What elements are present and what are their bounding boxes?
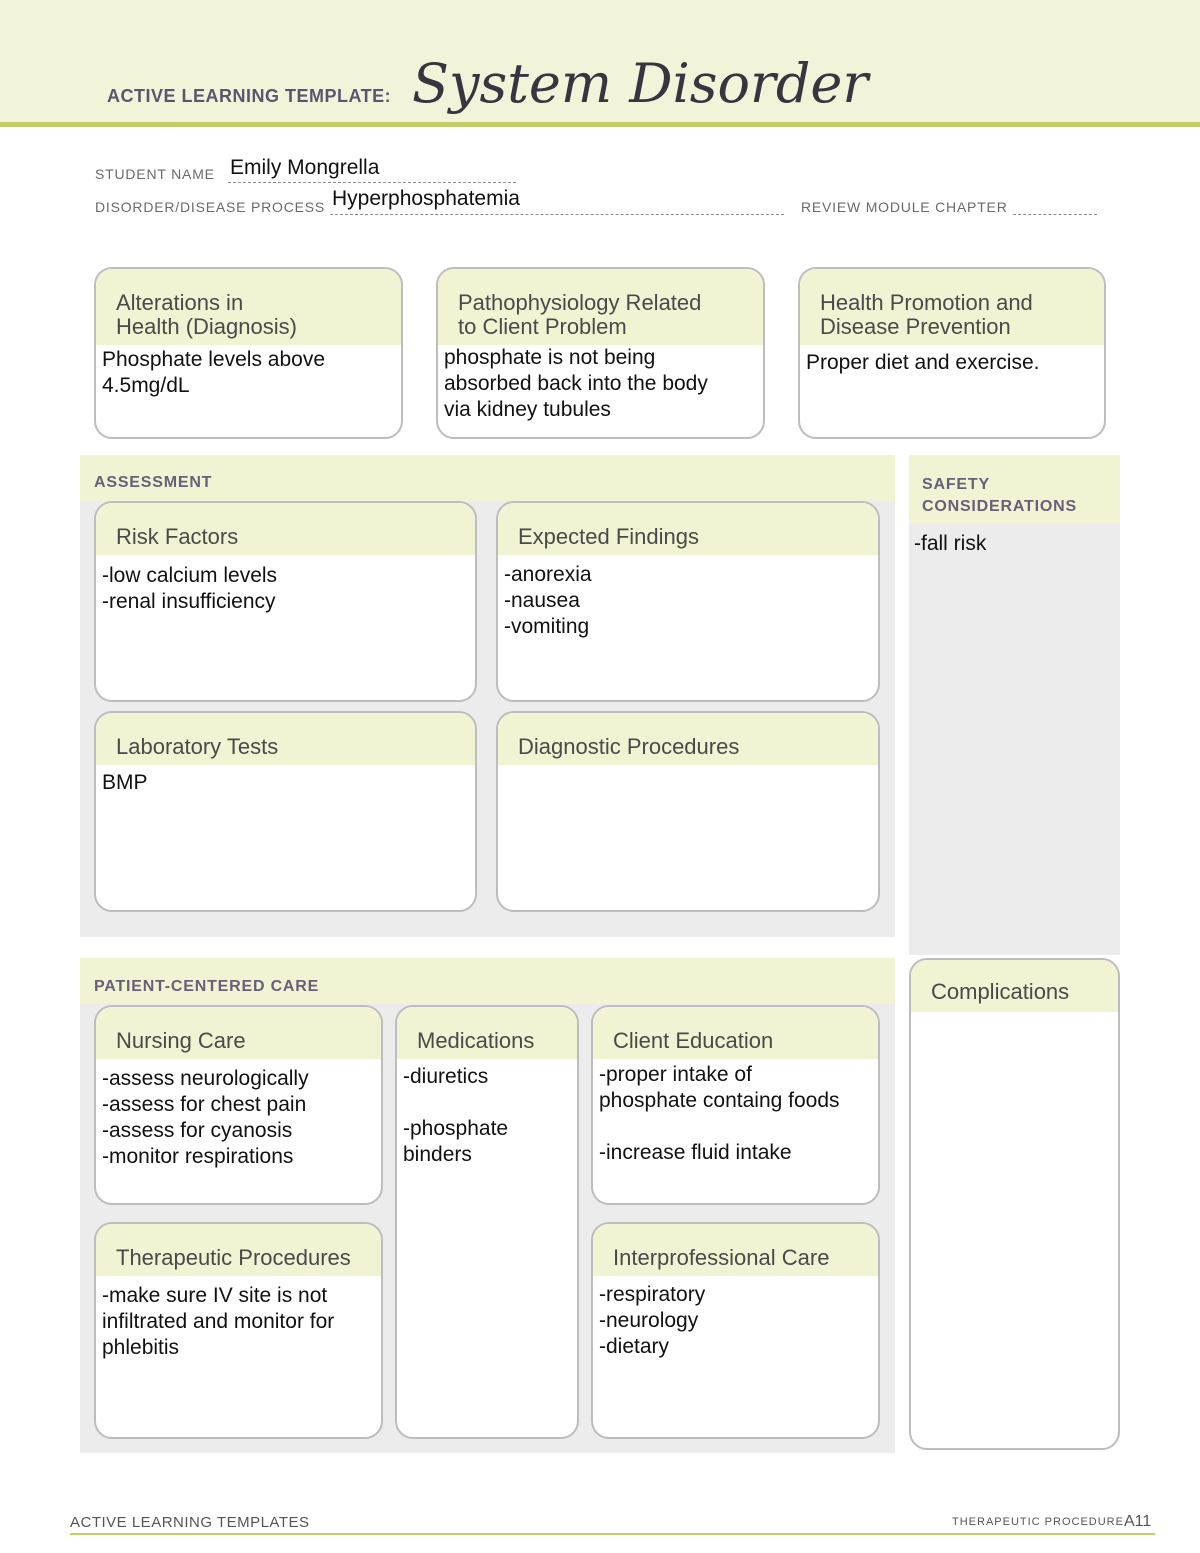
template-title: System Disorder <box>412 52 869 115</box>
review-module-label: REVIEW MODULE CHAPTER <box>801 199 1008 215</box>
student-name-label: STUDENT NAME <box>95 166 215 182</box>
health-promotion-title: Health Promotion and Disease Prevention <box>800 269 1104 345</box>
alterations-in-health-field[interactable]: Phosphate levels above 4.5mg/dL <box>102 348 325 397</box>
footer-left-text: ACTIVE LEARNING TEMPLATES <box>70 1514 310 1531</box>
interprofessional-care-field[interactable]: -respiratory -neurology -dietary <box>599 1283 706 1358</box>
health-promotion-field[interactable]: Proper diet and exercise. <box>806 351 1040 374</box>
expected-findings-title: Expected Findings <box>498 503 878 555</box>
safety-section <box>909 455 1120 955</box>
review-module-field[interactable] <box>1013 214 1097 215</box>
risk-factors-box <box>94 501 477 702</box>
client-education-box <box>591 1005 880 1205</box>
interprofessional-care-box <box>591 1222 880 1439</box>
laboratory-tests-title: Laboratory Tests <box>96 713 475 765</box>
nursing-care-box <box>94 1005 383 1205</box>
footer-right-text: THERAPEUTIC PROCEDURE <box>952 1516 1124 1528</box>
laboratory-tests-field[interactable]: BMP <box>102 771 148 794</box>
patient-care-title: PATIENT-CENTERED CARE <box>94 978 320 995</box>
safety-field[interactable]: -fall risk <box>914 532 987 555</box>
risk-factors-field[interactable]: -low calcium levels -renal insufficiency <box>102 564 278 613</box>
diagnostic-procedures-title: Diagnostic Procedures <box>498 713 878 765</box>
therapeutic-procedures-box <box>94 1222 383 1439</box>
therapeutic-procedures-field[interactable]: -make sure IV site is not infiltrated and monitor for phlebitis <box>102 1284 335 1359</box>
pathophysiology-field[interactable]: phosphate is not being absorbed back into the body via kidney tubules <box>444 346 708 421</box>
pathophysiology-box <box>436 267 765 439</box>
medications-title: Medications <box>397 1007 577 1059</box>
nursing-care-field[interactable]: -assess neurologically -assess for chest pain -assess for cyanosis -monitor respirations <box>102 1067 309 1168</box>
disorder-field[interactable]: Hyperphosphatemia <box>332 187 520 210</box>
expected-findings-box <box>496 501 880 702</box>
student-name-line <box>228 182 516 183</box>
alterations-in-health-box <box>94 267 403 439</box>
client-education-title: Client Education <box>593 1007 878 1059</box>
footer-rule <box>70 1533 1155 1535</box>
expected-findings-field[interactable]: -anorexia -nausea -vomiting <box>504 563 592 638</box>
safety-title: SAFETY CONSIDERATIONS <box>922 476 1077 515</box>
therapeutic-procedures-title: Therapeutic Procedures <box>96 1224 381 1276</box>
disorder-line <box>330 214 784 215</box>
laboratory-tests-box <box>94 711 477 912</box>
pathophysiology-title: Pathophysiology Related to Client Problem <box>438 269 763 345</box>
alterations-in-health-title: Alterations in Health (Diagnosis) <box>96 269 401 345</box>
disorder-label: DISORDER/DISEASE PROCESS <box>95 199 326 215</box>
student-name-field[interactable]: Emily Mongrella <box>230 156 380 179</box>
complications-box <box>909 958 1120 1450</box>
assessment-title: ASSESSMENT <box>94 474 213 491</box>
complications-title: Complications <box>911 960 1118 1012</box>
health-promotion-box <box>798 267 1106 439</box>
template-label: ACTIVE LEARNING TEMPLATE: <box>107 86 392 106</box>
risk-factors-title: Risk Factors <box>96 503 475 555</box>
medications-box <box>395 1005 579 1439</box>
medications-field[interactable]: -diuretics -phosphate binders <box>403 1065 509 1166</box>
client-education-field[interactable]: -proper intake of phosphate containg foods -increase fluid intake <box>599 1063 840 1164</box>
footer-page-number: A11 <box>1124 1513 1152 1530</box>
nursing-care-title: Nursing Care <box>96 1007 381 1059</box>
interprofessional-care-title: Interprofessional Care <box>593 1224 878 1276</box>
header-rule <box>0 122 1200 127</box>
complications-field[interactable] <box>911 1012 1118 1016</box>
diagnostic-procedures-field[interactable] <box>498 765 878 769</box>
diagnostic-procedures-box <box>496 711 880 912</box>
